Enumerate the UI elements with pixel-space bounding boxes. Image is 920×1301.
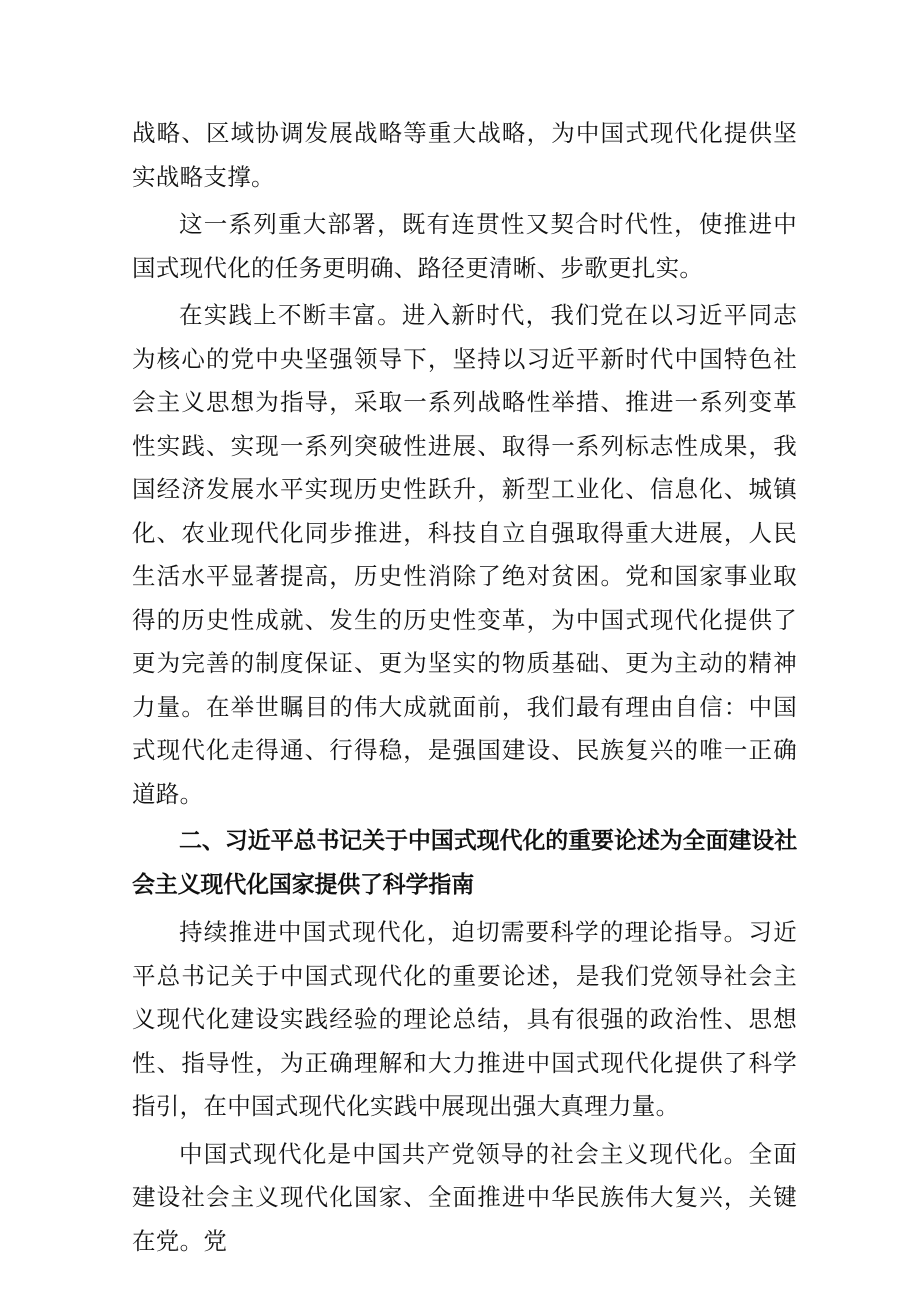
paragraph-party-leadership: 中国式现代化是中国共产党领导的社会主义现代化。全面建设社会主义现代化国家、全面推进中华民族伟大复兴，关键在党。党	[132, 1139, 797, 1255]
paragraph-major-deployments: 这一系列重大部署，既有连贯性又契合时代性，使推进中国式现代化的任务更明确、路径更清晰、步歌更扎实。	[132, 210, 797, 282]
paragraph-strategy-continuation: 战略、区域协调发展战略等重大战略，为中国式现代化提供坚实战略支撑。	[132, 119, 797, 191]
paragraph-theory-guidance: 持续推进中国式现代化，迫切需要科学的理论指导。习近平总书记关于中国式现代化的重要论述，是我们党领导社会主义现代化建设实践经验的理论总结，具有很强的政治性、思想性、指导性，为正确理解和大力推进中国式现代化提供了科学指引，在中国式现代化实践中展现出强大真理力量。	[132, 918, 797, 1120]
document-page	[132, 112, 797, 1267]
paragraph-practice-enrichment: 在实践上不断丰富。进入新时代，我们党在以习近平同志为核心的党中央坚强领导下，坚持以习近平新时代中国特色社会主义思想为指导，采取一系列战略性举措、推进一系列变革性实践、实现一系列突破性进展、取得一系列标志性成果，我国经济发展水平实现历史性跃升，新型工业化、信息化、城镇化、农业现代化同步推进，科技自立自强取得重大进展，人民生活水平显著提高，历史性消除了绝对贫困。党和国家事业取得的历史性成就、发生的历史性变革，为中国式现代化提供了更为完善的制度保证、更为坚实的物质基础、更为主动的精神力量。在举世瞩目的伟大成就面前，我们最有理由自信：中国式现代化走得通、行得稳，是强国建设、民族复兴的唯一正确道路。	[132, 301, 797, 808]
section-heading-two: 二、习近平总书记关于中国式现代化的重要论述为全面建设社会主义现代化国家提供了科学指南	[132, 828, 797, 898]
